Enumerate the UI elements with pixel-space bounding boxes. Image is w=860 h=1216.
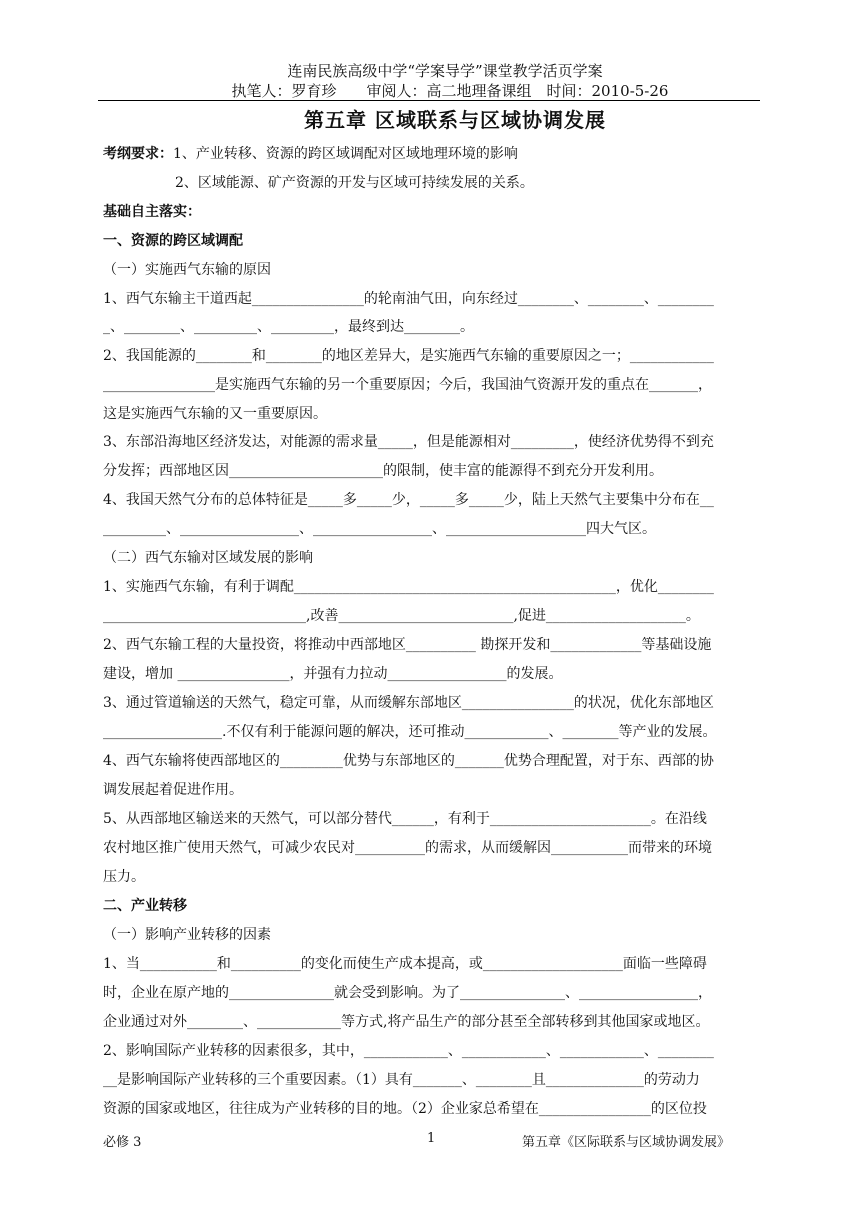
basics-label: 基础自主落实： <box>103 204 201 220</box>
impact-4-line-2: 调发展起着促进作用。 <box>103 782 243 798</box>
question-4-line-1: 4、我国天然气分布的总体特征是_____多_____少，_____多_____少，陆上天然气主要集中分布在__ <box>103 492 714 508</box>
impact-3-line-2: _________________.不仅有利于能源问题的解决，还可推动____________、________等产业的发展。 <box>103 724 717 740</box>
section1-subheading-2: （二）西气东输对区域发展的影响 <box>103 550 313 566</box>
question-4-line-2: _________、_________________、_________________、____________________四大气区。 <box>103 521 656 537</box>
chapter-title: 第五章 区域联系与区域协调发展 <box>304 108 606 132</box>
question-3-line-1: 3、东部沿海地区经济发达，对能源的需求量_____，但是能源相对_________，使经济优势得不到充 <box>103 434 714 450</box>
author-line: 执笔人：罗育珍 审阅人：高二地理备课组 时间：2010-5-26 <box>231 82 669 100</box>
factor-1-line-2: 时，企业在原产地的_______________就会受到影响。为了_______________、_________________， <box>103 985 712 1001</box>
requirements-line-1 <box>103 143 757 163</box>
header-divider <box>98 100 760 101</box>
impact-4-line-1: 4、西气东输将使西部地区的_________优势与东部地区的_______优势合理配置，对于东、西部的协 <box>103 753 714 769</box>
footer-page-number: 1 <box>427 1131 436 1146</box>
factor-2-line-3: 资源的国家或地区，往往成为产业转移的目的地。（2）企业家总希望在________________的区位投 <box>103 1101 707 1117</box>
footer-chapter: 第五章《区际联系与区域协调发展》 <box>522 1135 731 1150</box>
impact-2-line-1: 2、西气东输工程的大量投资，将推动中西部地区__________ 勘探开发和_____________等基础设施 <box>103 637 712 653</box>
question-2-line-2: ________________是实施西气东输的另一个重要原因；今后，我国油气资源开发的重点在_______， <box>103 377 712 393</box>
impact-1-line-1: 1、实施西气东输，有利于调配______________________________________________，优化________ <box>103 579 714 595</box>
question-2-line-1: 2、我国能源的________和________的地区差异大，是实施西气东输的重要原因之一；____________ <box>103 348 714 364</box>
impact-5-line-1: 5、从西部地区输送来的天然气，可以部分替代______，有利于_______________________。在沿线 <box>103 811 707 827</box>
question-2-line-3: 这是实施西气东输的又一重要原因。 <box>103 406 327 422</box>
question-1-line-2: _、________、_________、_________，最终到达________。 <box>103 319 474 335</box>
factor-2-line-1: 2、影响国际产业转移的因素很多，其中，____________、____________、____________、________ <box>103 1043 714 1059</box>
question-3-line-2: 分发挥；西部地区因______________________的限制，使丰富的能源得不到充分开发利用。 <box>103 463 663 479</box>
factor-1-line-1: 1、当___________和__________的变化而使生产成本提高，或____________________面临一些障碍 <box>103 956 707 972</box>
impact-3-line-1: 3、通过管道输送的天然气，稳定可靠，从而缓解东部地区________________的状况，优化东部地区 <box>103 695 714 711</box>
impact-1-line-2: _____________________________,改善_________________________,促进____________________。 <box>103 608 700 624</box>
requirement-item-2: 2、区域能源、矿产资源的开发与区域可持续发展的关系。 <box>175 175 534 191</box>
section2-subheading-1: （一）影响产业转移的因素 <box>103 927 271 943</box>
impact-5-line-3: 压力。 <box>103 869 145 885</box>
factor-2-line-2: __是影响国际产业转移的三个重要因素。（1）具有_______、________且______________的劳动力 <box>103 1072 700 1088</box>
footer-course: 必修 3 <box>103 1135 142 1150</box>
section1-heading: 一、资源的跨区域调配 <box>103 233 243 249</box>
requirement-item-1: 1、产业转移、资源的跨区域调配对区域地理环境的影响 <box>173 146 518 162</box>
section2-heading: 二、产业转移 <box>103 898 187 914</box>
section1-subheading-1: （一）实施西气东输的原因 <box>103 262 271 278</box>
question-1-line-1: 1、西气东输主干道西起________________的轮南油气田，向东经过________、________、________ <box>103 291 714 307</box>
school-header: 连南民族高级中学“学案导学”课堂教学活页学案 <box>287 62 603 80</box>
factor-1-line-3: 企业通过对外________、____________等方式,将产品生产的部分甚至全部转移到其他国家或地区。 <box>103 1014 710 1030</box>
impact-2-line-2: 建设，增加 ________________，并强有力拉动_________________的发展。 <box>103 666 563 682</box>
requirements-label: 考纲要求： <box>103 146 173 162</box>
impact-5-line-2: 农村地区推广使用天然气，可减少农民对__________的需求，从而缓解因___________而带来的环境 <box>103 840 712 856</box>
